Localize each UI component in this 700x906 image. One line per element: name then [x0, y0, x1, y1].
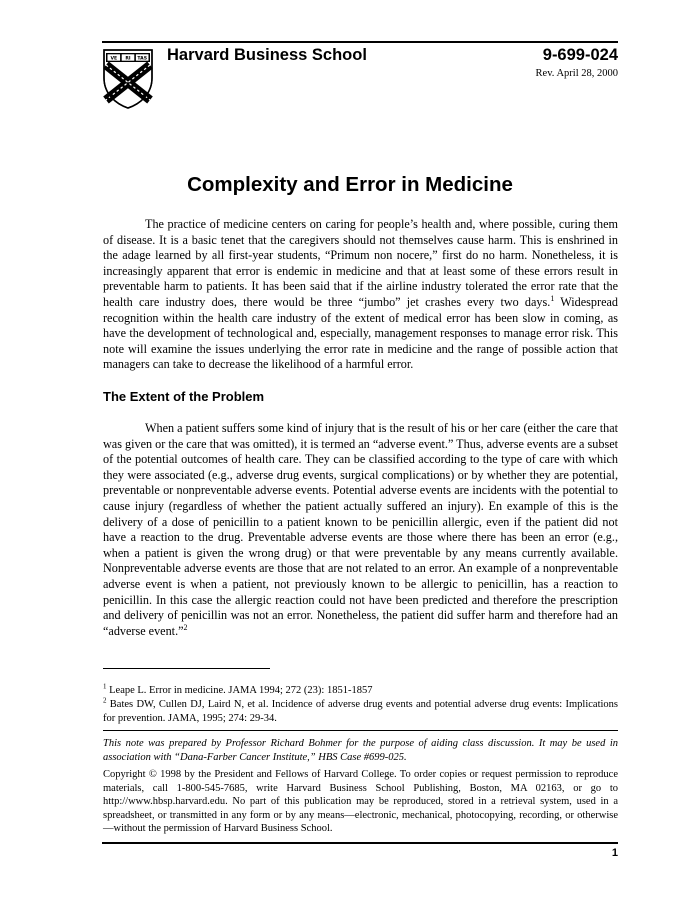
- footnote-ref: 2: [183, 622, 188, 632]
- revision-date: Rev. April 28, 2000: [535, 68, 618, 79]
- footnote-text: Bates DW, Cullen DJ, Laird N, et al. Incidence of adverse drug events and potential adverse drug events: Implications for prevention. JAMA, 1995; 274: 29-34.: [103, 699, 618, 724]
- header-rule: [102, 41, 618, 43]
- footnote: [103, 698, 618, 725]
- copyright-notice: Copyright © 1998 by the President and Fellows of Harvard College. To order copies or request permission to reproduce materials, call 1-800-545-7685, write Harvard Business School Publishing, Boston, MA 02163, or go to http://www.hbsp.harvard.edu. No part of this publication may be reproduced, stored in a retrieval system, used in a spreadsheet, or transmitted in any form or by any means—electronic, mechanical, photocopying, recording, or otherwise—without the permission of Harvard Business School.: [103, 769, 618, 834]
- case-number: 9-699-024: [542, 46, 618, 64]
- shield-motto-word: TAS: [137, 56, 148, 62]
- preparation-note: This note was prepared by Professor Richard Bohmer for the purpose of aiding class discussion. It may be used in association with “Dana-Farber Cancer Institute,” HBS Case #699-025.: [103, 738, 618, 763]
- footnote-number: 1: [103, 682, 107, 691]
- footer-rule: [102, 842, 618, 844]
- footnote-number: 2: [103, 696, 107, 705]
- document-title: Complexity and Error in Medicine: [187, 173, 513, 196]
- shield-motto-word: RI: [125, 56, 131, 62]
- paragraph-text: When a patient suffers some kind of injury that is the result of his or her care (either the care that was given or the care that was omitted), it is termed an “adverse event.” Thus, adverse events are a subset of the potential outcomes of health care. They can be classified according to the type of care with which they were associated (e.g., adverse drug events, surgical complications) or by whether they are potential, preventable or nonpreventable adverse events. Potential adverse events are incidents with the potential to cause injury (regardless of whether the patient actually suffered an injury). En example of this is the delivery of a dose of penicillin to a patient known to be penicillin allergic, even if the patient did not have a reaction to the drug. Preventable adverse events are those where there has been an error (e.g., when a patient is given the wrong drug) or that were preventable by any means currently available. Nonpreventable adverse events are those that are not related to an error. An example of a nonpreventable adverse event is when a patient, not previously known to be allergic to penicillin, has a reaction to penicillin. In this case the allergic reaction could not have been predicted and therefore the prescription and delivery of penicillin was not an error. Nonetheless, the patient did suffer harm and therefore had an “adverse event.”: [103, 421, 618, 638]
- shield-motto-word: VE: [110, 56, 118, 62]
- intro-paragraph: [103, 217, 618, 373]
- footnote-divider: [103, 668, 270, 669]
- footnote-text: Leape L. Error in medicine. JAMA 1994; 272 (23): 1851-1857: [106, 685, 373, 696]
- school-name: Harvard Business School: [167, 46, 367, 64]
- note-divider: [103, 730, 618, 731]
- footnote: [103, 684, 618, 698]
- section-paragraph: [103, 421, 618, 639]
- footnote-ref: 1: [550, 293, 555, 303]
- page-number: 1: [611, 847, 618, 859]
- paragraph-text: Widespread recognition within the health care industry of the extent of medical error has been slow in coming, as have the development of technological and, especially, management responses to manage error risk. This note will examine the issues underlying the error rate in medicine and the range of possible action that managers can take to decrease the likelihood of a harmful error.: [103, 294, 618, 372]
- harvard-shield-icon: [102, 48, 154, 110]
- section-heading: The Extent of the Problem: [103, 389, 265, 404]
- paragraph-text: The practice of medicine centers on caring for people’s health and, where possible, curing them of disease. It is a basic tenet that the caregivers should not themselves cause harm. This is enshrined in the adage learned by all first-year students, “Primum non nocere,” first do no harm. Nonetheless, it is increasingly apparent that error is endemic in medicine and that at least some of these errors result in preventable harm to patients. It has been said that if the airline industry tolerated the error rate that the health care industry does, there would be three “jumbo” jet crashes every two days.: [103, 217, 618, 309]
